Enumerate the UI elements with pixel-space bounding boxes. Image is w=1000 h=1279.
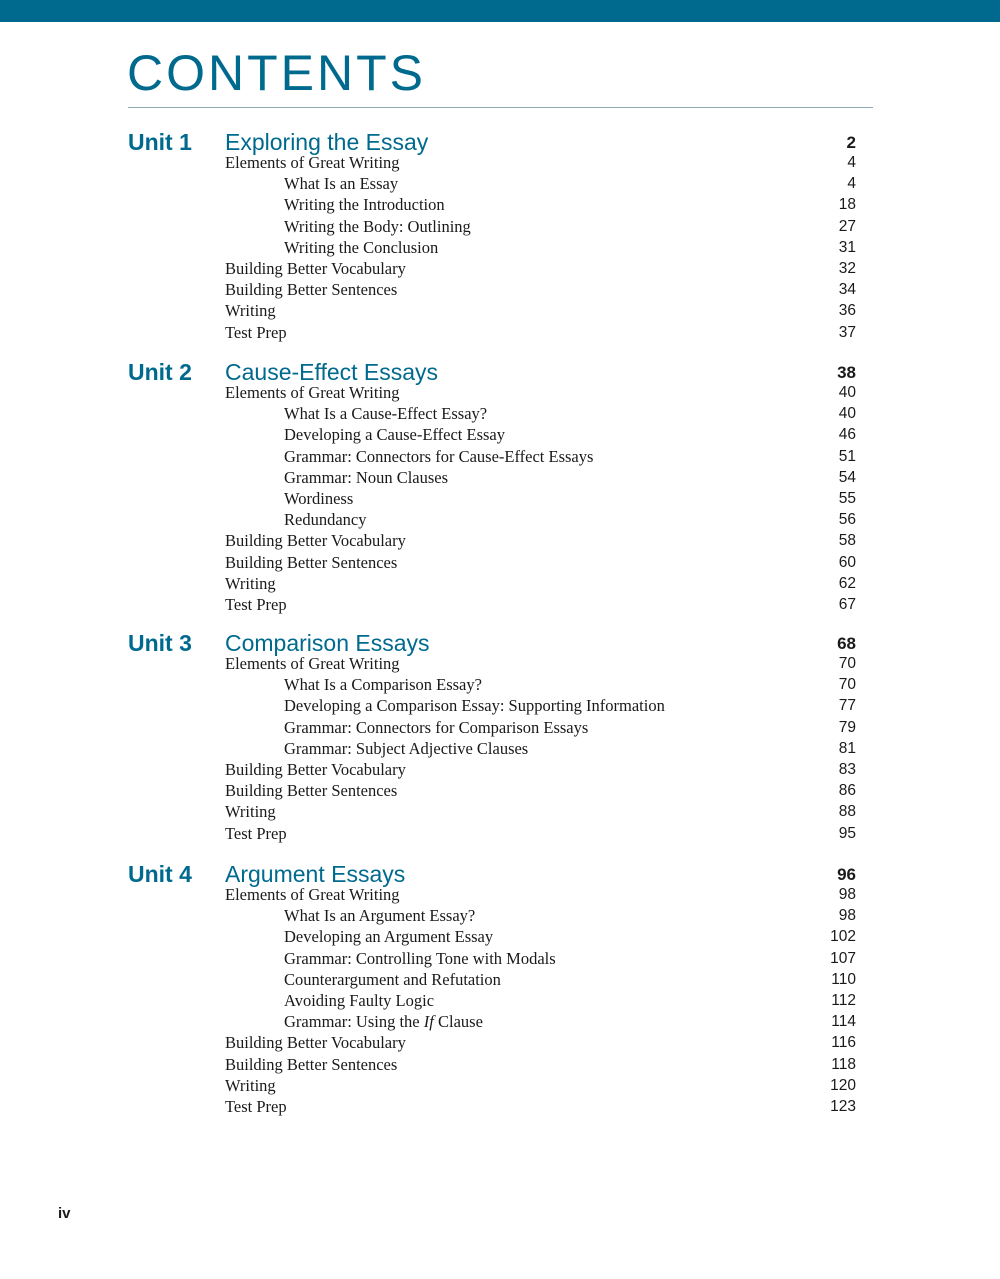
entry-text: Building Better Sentences	[225, 553, 398, 572]
entry-text: Elements of Great Writing	[225, 383, 400, 402]
title-divider	[128, 107, 873, 108]
entry-page-number: 83	[838, 761, 856, 778]
entry-label	[284, 990, 434, 1011]
entry-page-number: 34	[838, 281, 856, 298]
entry-italic-text: If	[423, 1012, 434, 1031]
entry-label	[284, 467, 448, 488]
entry-page-number: 4	[847, 175, 856, 192]
entry-label	[225, 573, 276, 594]
entry-page-number: 98	[838, 907, 856, 924]
entry-text: What Is an Essay	[284, 174, 399, 193]
entry-page-number: 102	[830, 928, 856, 945]
entry-label	[225, 322, 287, 343]
entry-page-number: 40	[838, 405, 856, 422]
toc-subsection-entry[interactable]	[0, 446, 1000, 467]
entry-page-number: 54	[838, 469, 856, 486]
entry-text: Building Better Sentences	[225, 1055, 398, 1074]
toc-section-entry[interactable]	[0, 594, 1000, 615]
entry-text: Building Better Vocabulary	[225, 531, 406, 550]
toc-section-entry[interactable]	[0, 801, 1000, 822]
toc-subsection-entry[interactable]	[0, 216, 1000, 237]
entry-label	[284, 194, 445, 215]
unit-title-link[interactable]: Exploring the Essay	[225, 129, 429, 155]
entry-page-number: 116	[831, 1034, 856, 1051]
entry-text: Grammar: Using the	[284, 1012, 424, 1031]
unit-page-number: 68	[837, 634, 856, 653]
entry-page-number: 60	[838, 554, 856, 571]
toc-subsection-entry[interactable]	[0, 674, 1000, 695]
entry-page-number: 112	[831, 992, 856, 1009]
unit-label: Unit 1	[128, 129, 192, 155]
toc-subsection-entry[interactable]	[0, 969, 1000, 990]
entry-label	[284, 905, 475, 926]
unit-page-number: 2	[846, 133, 856, 152]
entry-page-number: 55	[838, 490, 856, 507]
entry-text: Grammar: Connectors for Cause-Effect Essays	[284, 447, 594, 466]
entry-page-number: 70	[838, 676, 856, 693]
entry-text: Writing	[225, 574, 276, 593]
entry-label	[284, 738, 528, 759]
toc-section-entry[interactable]	[0, 1075, 1000, 1096]
entry-text: What Is an Argument Essay?	[284, 906, 476, 925]
toc-section-entry[interactable]	[0, 1096, 1000, 1117]
entry-text: Counterargument and Refutation	[284, 970, 501, 989]
entry-page-number: 95	[838, 825, 856, 842]
entry-text: Writing	[225, 301, 276, 320]
entry-text: Writing the Body: Outlining	[284, 217, 471, 236]
entry-text: Grammar: Controlling Tone with Modals	[284, 949, 556, 968]
entry-label	[284, 926, 493, 947]
toc-section-entry[interactable]	[0, 322, 1000, 343]
entry-page-number: 27	[838, 218, 856, 235]
entry-page-number: 120	[830, 1077, 856, 1094]
entry-text: Writing the Conclusion	[284, 238, 439, 257]
toc-subsection-entry[interactable]	[0, 173, 1000, 194]
entry-text: Avoiding Faulty Logic	[284, 991, 435, 1010]
toc-subsection-entry[interactable]	[0, 717, 1000, 738]
entry-page-number: 51	[838, 448, 856, 465]
entry-label	[225, 1096, 287, 1117]
entry-page-number: 110	[831, 971, 856, 988]
entry-label	[225, 1054, 397, 1075]
entry-label	[225, 258, 406, 279]
entry-page-number: 107	[830, 950, 856, 967]
entry-label	[284, 948, 556, 969]
entry-text: Building Better Vocabulary	[225, 259, 406, 278]
entry-page-number: 62	[838, 575, 856, 592]
toc-section-entry[interactable]	[0, 573, 1000, 594]
unit-label: Unit 2	[128, 359, 192, 385]
unit-page-number: 96	[837, 865, 856, 884]
entry-page-number: 40	[838, 384, 856, 401]
toc-subsection-entry[interactable]	[0, 1011, 1000, 1032]
entry-page-number: 36	[838, 302, 856, 319]
toc-section-entry[interactable]	[0, 300, 1000, 321]
toc-subsection-entry[interactable]	[0, 467, 1000, 488]
unit-title-link[interactable]: Argument Essays	[225, 861, 406, 887]
top-accent-bar	[0, 0, 1000, 22]
entry-text: Test Prep	[225, 595, 287, 614]
toc-section-entry[interactable]	[0, 552, 1000, 573]
unit-page-number: 38	[837, 363, 856, 382]
entry-text: Building Better Sentences	[225, 781, 398, 800]
toc-subsection-entry[interactable]	[0, 695, 1000, 716]
unit-label: Unit 3	[128, 630, 192, 656]
entry-text: Developing a Comparison Essay: Supporting Information	[284, 696, 665, 715]
toc-section-entry[interactable]	[0, 152, 1000, 173]
toc-section-entry[interactable]	[0, 258, 1000, 279]
entry-text-after: Clause	[433, 1012, 483, 1031]
entry-text: Writing	[225, 802, 276, 821]
toc-subsection-entry[interactable]	[0, 738, 1000, 759]
toc-section-entry[interactable]	[0, 279, 1000, 300]
entry-page-number: 70	[838, 655, 856, 672]
entry-label	[284, 424, 505, 445]
entry-text: Elements of Great Writing	[225, 654, 400, 673]
page-title: CONTENTS	[127, 45, 426, 101]
entry-label	[225, 552, 397, 573]
entry-text: Building Better Vocabulary	[225, 1033, 406, 1052]
unit-title-link[interactable]: Comparison Essays	[225, 630, 430, 656]
entry-text: Elements of Great Writing	[225, 153, 400, 172]
entry-label	[225, 300, 276, 321]
toc-subsection-entry[interactable]	[0, 509, 1000, 530]
entry-label	[284, 695, 665, 716]
entry-label	[225, 1032, 406, 1053]
toc-subsection-entry[interactable]	[0, 905, 1000, 926]
entry-label	[284, 173, 398, 194]
entry-label	[284, 717, 588, 738]
entry-text: Building Better Vocabulary	[225, 760, 406, 779]
entry-text: Grammar: Subject Adjective Clauses	[284, 739, 529, 758]
entry-page-number: 114	[831, 1013, 856, 1030]
entry-page-number: 88	[838, 803, 856, 820]
entry-label	[284, 216, 471, 237]
toc-section-entry[interactable]	[0, 1054, 1000, 1075]
entry-text: Grammar: Connectors for Comparison Essays	[284, 718, 589, 737]
unit-label: Unit 4	[128, 861, 192, 887]
entry-text: Developing an Argument Essay	[284, 927, 494, 946]
toc-subsection-entry[interactable]	[0, 403, 1000, 424]
entry-label	[225, 530, 406, 551]
entry-label	[284, 488, 353, 509]
entry-page-number: 67	[838, 596, 856, 613]
page-number: iv	[58, 1205, 71, 1222]
toc-subsection-entry[interactable]	[0, 948, 1000, 969]
toc-subsection-entry[interactable]	[0, 990, 1000, 1011]
entry-page-number: 56	[838, 511, 856, 528]
entry-label	[225, 382, 400, 403]
toc-section-entry[interactable]	[0, 780, 1000, 801]
entry-page-number: 118	[831, 1056, 856, 1073]
entry-label	[225, 279, 397, 300]
toc-subsection-entry[interactable]	[0, 194, 1000, 215]
entry-text: What Is a Comparison Essay?	[284, 675, 482, 694]
toc-section-entry[interactable]	[0, 1032, 1000, 1053]
entry-text: Elements of Great Writing	[225, 885, 400, 904]
toc-section-entry[interactable]	[0, 530, 1000, 551]
entry-text: Writing the Introduction	[284, 195, 445, 214]
entry-text: Test Prep	[225, 1097, 287, 1116]
entry-label	[284, 237, 438, 258]
entry-label	[225, 152, 400, 173]
entry-text: What Is a Cause-Effect Essay?	[284, 404, 488, 423]
entry-text: Building Better Sentences	[225, 280, 398, 299]
entry-label	[225, 823, 287, 844]
toc-section-entry[interactable]	[0, 759, 1000, 780]
toc-subsection-entry[interactable]	[0, 424, 1000, 445]
entry-label	[225, 780, 397, 801]
entry-label	[284, 969, 501, 990]
entry-text: Wordiness	[284, 489, 354, 508]
toc-section-entry[interactable]	[0, 382, 1000, 403]
entry-page-number: 81	[838, 740, 856, 757]
entry-label	[225, 653, 400, 674]
entry-page-number: 32	[838, 260, 856, 277]
entry-text: Developing a Cause-Effect Essay	[284, 425, 505, 444]
entry-label	[225, 801, 276, 822]
toc-subsection-entry[interactable]	[0, 926, 1000, 947]
entry-page-number: 18	[838, 196, 856, 213]
entry-page-number: 86	[838, 782, 856, 799]
entry-text: Writing	[225, 1076, 276, 1095]
toc-section-entry[interactable]	[0, 653, 1000, 674]
entry-text: Test Prep	[225, 323, 287, 342]
unit-title-link[interactable]: Cause-Effect Essays	[225, 359, 439, 385]
toc-subsection-entry[interactable]	[0, 488, 1000, 509]
entry-page-number: 4	[847, 154, 856, 171]
entry-label	[284, 1011, 483, 1032]
entry-page-number: 98	[838, 886, 856, 903]
entry-label	[284, 403, 487, 424]
entry-label	[225, 1075, 276, 1096]
entry-text: Redundancy	[284, 510, 367, 529]
entry-page-number: 46	[838, 426, 856, 443]
entry-label	[284, 509, 366, 530]
entry-text: Test Prep	[225, 824, 287, 843]
toc-section-entry[interactable]	[0, 823, 1000, 844]
entry-label	[284, 446, 593, 467]
toc-section-entry[interactable]	[0, 884, 1000, 905]
entry-label	[225, 884, 400, 905]
entry-label	[284, 674, 482, 695]
entry-label	[225, 594, 287, 615]
entry-page-number: 58	[838, 532, 856, 549]
entry-page-number: 79	[838, 719, 856, 736]
entry-page-number: 123	[830, 1098, 856, 1115]
entry-page-number: 77	[838, 697, 856, 714]
entry-label	[225, 759, 406, 780]
toc-subsection-entry[interactable]	[0, 237, 1000, 258]
entry-page-number: 31	[838, 239, 856, 256]
entry-page-number: 37	[838, 324, 856, 341]
entry-text: Grammar: Noun Clauses	[284, 468, 449, 487]
